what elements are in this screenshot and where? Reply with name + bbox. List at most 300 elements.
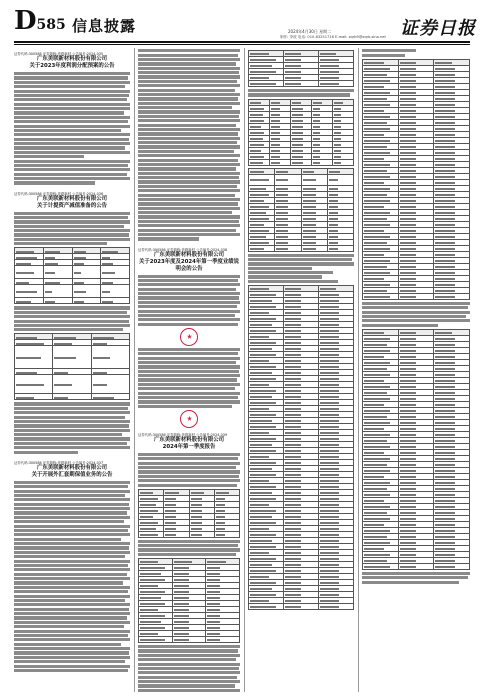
cell-text [320, 71, 339, 73]
body-text-line [138, 479, 240, 482]
cell-text [400, 470, 416, 472]
table-cell [91, 375, 129, 394]
cell-text [329, 218, 338, 220]
announcement-title: 关于计提资产减值准备的公告 [36, 202, 108, 209]
table-row [15, 394, 130, 400]
cell-text [285, 65, 301, 67]
body-text-line [14, 511, 127, 514]
cell-text [364, 398, 390, 400]
body-text-line [14, 168, 130, 171]
cell-text [140, 561, 158, 563]
cell-text [285, 558, 301, 560]
cell-text [400, 122, 416, 124]
cell-text [435, 176, 455, 178]
body-text-line [138, 387, 235, 390]
cell-text [250, 156, 264, 158]
cell-text [250, 138, 263, 140]
cell-text [250, 102, 261, 104]
cell-text [400, 92, 416, 94]
cell-text [250, 564, 272, 566]
body-text-line [14, 125, 130, 128]
cell-text [400, 254, 416, 256]
body-text-line [14, 142, 130, 145]
cell-text [320, 522, 339, 524]
cell-text [320, 456, 339, 458]
cell-text [364, 422, 390, 424]
cell-text [250, 59, 276, 61]
body-text-line [14, 151, 130, 154]
table-cell [53, 394, 91, 400]
cell-text [250, 408, 269, 410]
body-text-line [138, 663, 240, 666]
table-row [363, 563, 470, 569]
cell-text [250, 594, 276, 596]
table-row [15, 266, 130, 279]
cell-text [400, 266, 416, 268]
table-cell [164, 531, 189, 537]
cell-text [400, 212, 416, 214]
body-text-line [138, 684, 235, 687]
cell-text [364, 200, 390, 202]
cell-text [329, 242, 338, 244]
cell-text [320, 288, 336, 290]
cell-text [174, 567, 189, 569]
cell-text [320, 83, 339, 85]
table-cell [15, 298, 44, 304]
cell-text [250, 120, 264, 122]
cell-text [400, 182, 416, 184]
body-text-line [14, 656, 130, 659]
cell-text [364, 356, 384, 358]
body-text-line [14, 181, 95, 184]
body-text-line [14, 402, 130, 405]
cell-text [400, 446, 416, 448]
body-text-line [138, 396, 238, 399]
cell-text [400, 62, 416, 64]
cell-text [364, 332, 384, 334]
table-cell [249, 81, 284, 87]
body-text-line [14, 216, 128, 219]
cell-text [303, 242, 317, 244]
cell-text [174, 615, 189, 617]
cell-text [74, 251, 87, 253]
cell-text [250, 522, 276, 524]
cell-text [320, 306, 339, 308]
body-text-line [138, 207, 240, 210]
cell-text [292, 150, 303, 152]
cell-text [400, 104, 416, 106]
body-text-line [138, 202, 238, 205]
body-text-line [14, 634, 128, 637]
table-cell [91, 346, 129, 369]
cell-text [250, 336, 269, 338]
body-text-line [14, 520, 124, 523]
cell-text [400, 146, 416, 148]
cell-text [285, 450, 301, 452]
body-text-line [14, 103, 130, 106]
cell-text [400, 380, 416, 382]
body-text-line [248, 262, 354, 265]
cell-text [250, 372, 272, 374]
cell-text [400, 170, 416, 172]
body-text-line [14, 220, 130, 223]
body-text-line [14, 560, 130, 563]
cell-text [435, 464, 455, 466]
cell-text [250, 432, 269, 434]
body-text-line [138, 680, 240, 683]
cell-text [207, 573, 219, 575]
cell-text [250, 212, 266, 214]
body-text-line [138, 172, 240, 175]
cell-text [435, 170, 455, 172]
cell-text [250, 200, 264, 202]
cell-text [207, 585, 219, 587]
cell-text [16, 343, 44, 345]
cell-text [435, 422, 455, 424]
data-table [248, 168, 354, 252]
cell-text [400, 374, 416, 376]
table-cell [434, 563, 470, 569]
cell-text [285, 510, 301, 512]
cell-text [250, 360, 269, 362]
cell-text [191, 528, 202, 530]
cell-text [207, 615, 219, 617]
cell-text [276, 248, 288, 250]
cell-text [285, 348, 301, 350]
cell-text [250, 194, 269, 196]
cell-text [45, 251, 60, 253]
cell-text [250, 83, 276, 85]
cell-text [320, 600, 339, 602]
cell-text [250, 546, 276, 548]
cell-text [364, 236, 390, 238]
cell-text [364, 548, 384, 550]
cell-text [400, 224, 416, 226]
cell-text [285, 77, 301, 79]
cell-text [285, 426, 301, 428]
cell-text [364, 392, 387, 394]
cell-text [250, 224, 264, 226]
cell-text [435, 194, 455, 196]
company-name: 广东美联新材料股份有限公司 [36, 56, 108, 62]
body-text-line [138, 275, 240, 278]
cell-text [320, 348, 339, 350]
cell-text [250, 516, 272, 518]
cell-text [207, 561, 225, 563]
body-text-line [138, 548, 240, 551]
cell-text [276, 218, 288, 220]
table-cell [43, 298, 72, 304]
body-text-line [14, 599, 125, 602]
cell-text [364, 512, 387, 514]
body-text-line [138, 97, 238, 100]
cell-text [364, 272, 390, 274]
body-text-line [14, 116, 130, 119]
body-text-line [362, 581, 459, 584]
cell-text [329, 236, 338, 238]
cell-text [435, 140, 455, 142]
cell-text [140, 504, 156, 506]
cell-text [285, 492, 301, 494]
cell-text [334, 150, 341, 152]
body-text-line [138, 215, 240, 218]
cell-text [435, 536, 455, 538]
cell-text [364, 134, 384, 136]
cell-text [216, 528, 225, 530]
cell-text [435, 296, 455, 298]
cell-text [400, 500, 416, 502]
cell-text [216, 492, 229, 494]
cell-text [285, 516, 301, 518]
body-text-line [138, 220, 239, 223]
cell-text [207, 633, 219, 635]
table-cell [327, 245, 353, 251]
announcement-heading: 证券代码:300586 证券简称:美联新材 公告编号:2024-039 广东美联新材料股份有限公司 2024年第一季度报告 [138, 432, 240, 451]
cell-text [285, 396, 301, 398]
body-text-line [138, 180, 240, 183]
cell-text [271, 108, 280, 110]
table-cell [363, 563, 399, 569]
body-text-line [362, 315, 466, 318]
cell-text [174, 585, 189, 587]
cell-text [250, 300, 272, 302]
cell-text [364, 188, 390, 190]
cell-text [400, 416, 416, 418]
body-text-line [138, 124, 236, 127]
body-text-line [362, 302, 470, 305]
announcement-heading: 证券代码:300586 证券简称:美联新材 公告编号:2024-035 广东美联新材料股份有限公司 关于2023年度利润分配预案的公告 [14, 51, 130, 70]
cell-text [285, 294, 301, 296]
table-cell [249, 245, 275, 251]
body-text-line [138, 645, 240, 648]
table-cell [398, 293, 434, 299]
data-table [138, 558, 240, 643]
cell-text [285, 552, 301, 554]
cell-text [102, 263, 112, 265]
cell-text [320, 504, 339, 506]
cell-text [320, 576, 339, 578]
cell-text [54, 343, 72, 345]
cell-text [285, 576, 301, 578]
cell-text [364, 248, 390, 250]
cell-text [364, 266, 387, 268]
cell-text [54, 384, 72, 386]
column-2 [138, 48, 240, 692]
cell-text [400, 236, 416, 238]
cell-text [165, 504, 176, 506]
cell-text [140, 567, 165, 569]
body-text-line [14, 90, 130, 93]
cell-text [364, 506, 390, 508]
cell-text [250, 114, 263, 116]
cell-text [435, 470, 455, 472]
company-seal [180, 328, 198, 346]
table-cell [43, 285, 72, 298]
cell-text [320, 330, 339, 332]
cell-text [435, 476, 455, 478]
cell-text [400, 566, 416, 568]
cell-text [74, 272, 82, 274]
cell-text [334, 138, 341, 140]
body-text-line [14, 429, 130, 432]
cell-text [364, 560, 387, 562]
cell-text [435, 230, 455, 232]
cell-text [320, 360, 339, 362]
cell-text [320, 468, 339, 470]
cell-text [400, 554, 416, 556]
cell-text [285, 444, 301, 446]
cell-text [364, 68, 390, 70]
data-table [248, 99, 354, 166]
cell-text [400, 134, 416, 136]
cell-text [250, 306, 276, 308]
cell-text [435, 566, 455, 568]
cell-text [400, 356, 416, 358]
cell-text [435, 374, 455, 376]
body-text-line [14, 555, 125, 558]
body-text-line [138, 128, 240, 131]
body-text-line [138, 132, 238, 135]
cell-text [435, 116, 455, 118]
cell-text [285, 402, 301, 404]
body-text-line [14, 229, 130, 232]
cell-text [285, 300, 301, 302]
cell-text [400, 392, 416, 394]
cell-text [191, 498, 202, 500]
cell-text [250, 570, 276, 572]
cell-text [250, 558, 276, 560]
cell-text [250, 402, 276, 404]
cell-text [435, 212, 455, 214]
cell-text [400, 68, 416, 70]
table-cell [249, 604, 284, 610]
cell-text [74, 263, 84, 265]
table-cell [72, 298, 101, 304]
cell-text [334, 108, 341, 110]
body-text-line [14, 311, 127, 314]
cell-text [285, 360, 301, 362]
table-cell [189, 531, 214, 537]
cell-text [216, 522, 225, 524]
cell-text [276, 224, 288, 226]
body-text-line [14, 507, 130, 510]
body-text-line [14, 577, 130, 580]
cell-text [174, 621, 189, 623]
cell-text [140, 615, 165, 617]
body-text-line [14, 138, 129, 141]
cell-text [207, 567, 219, 569]
cell-text [250, 162, 263, 164]
cell-text [400, 296, 416, 298]
cell-text [165, 510, 176, 512]
body-text-line [14, 146, 125, 149]
cell-text [285, 600, 301, 602]
body-text-line [14, 133, 130, 136]
body-text-line [14, 420, 130, 423]
body-text-line [138, 658, 236, 661]
body-text-line [138, 470, 240, 473]
cell-text [285, 546, 301, 548]
cell-text [140, 510, 158, 512]
cell-text [292, 108, 303, 110]
body-text-line [14, 647, 130, 650]
cell-text [140, 597, 161, 599]
cell-text [435, 188, 455, 190]
data-table [362, 329, 470, 570]
body-text-line [14, 160, 130, 163]
body-text-line [138, 176, 239, 179]
cell-text [207, 621, 219, 623]
body-text-line [14, 643, 121, 646]
cell-text [285, 438, 301, 440]
cell-text [435, 446, 455, 448]
cell-text [207, 639, 219, 641]
cell-text [74, 301, 84, 303]
body-text-line [138, 163, 240, 166]
cell-text [191, 492, 204, 494]
cell-text [329, 194, 338, 196]
cell-text [400, 464, 416, 466]
body-text-line [138, 198, 240, 201]
cell-text [435, 92, 455, 94]
cell-text [320, 414, 339, 416]
body-text-line [138, 80, 237, 83]
cell-text [320, 510, 339, 512]
body-text-line [138, 229, 236, 232]
cell-text [400, 80, 416, 82]
cell-text [364, 434, 390, 436]
cell-text [174, 573, 189, 575]
cell-text [271, 114, 280, 116]
cell-text [285, 53, 301, 55]
cell-text [303, 206, 317, 208]
cell-text [435, 524, 455, 526]
cell-text [271, 126, 280, 128]
cell-text [250, 126, 261, 128]
cell-text [400, 524, 416, 526]
cell-text [250, 366, 276, 368]
cell-text [250, 576, 269, 578]
cell-text [400, 398, 416, 400]
cell-text [292, 102, 301, 104]
cell-text [165, 516, 176, 518]
cell-text [216, 516, 225, 518]
table-cell [72, 266, 101, 279]
cell-text [364, 368, 387, 370]
body-text-line [14, 129, 121, 132]
cell-text [320, 396, 339, 398]
body-text-line [138, 405, 232, 408]
cell-text [16, 257, 37, 259]
cell-text [320, 450, 339, 452]
cell-text [292, 162, 303, 164]
cell-text [250, 150, 261, 152]
body-text-line [362, 576, 468, 579]
body-text-line [138, 145, 240, 148]
cell-text [250, 528, 269, 530]
body-text-line [138, 689, 240, 692]
body-text-line [14, 411, 130, 414]
cell-text [16, 282, 29, 284]
cell-text [435, 278, 455, 280]
cell-text [334, 132, 341, 134]
cell-text [285, 59, 301, 61]
cell-text [320, 432, 339, 434]
page-number: D585 [14, 6, 66, 36]
table-cell [249, 174, 275, 185]
table-cell [15, 266, 44, 279]
cell-text [364, 476, 384, 478]
